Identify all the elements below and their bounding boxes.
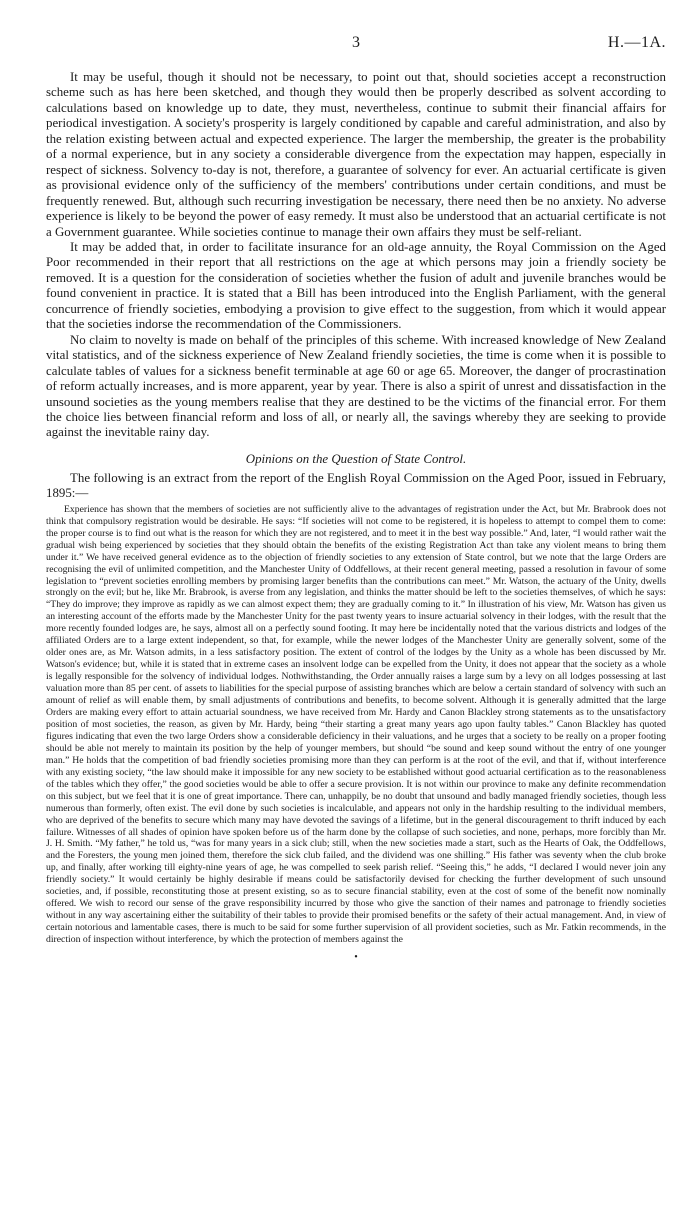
document-page	[46, 34, 666, 963]
paragraph-intro: The following is an extract from the report of the English Royal Commission on the Aged Poor, issued in February, 1895:—	[46, 470, 666, 501]
document-body	[46, 70, 666, 963]
section-heading: Opinions on the Question of State Control.	[245, 451, 467, 466]
paragraph-old-age-annuity: It may be added that, in order to facilitate insurance for an old-age annuity, the Royal Commission on the Aged Poor recommended in their report that all restrictions on the age at which persons may join a friendly society be removed. It is a question for the consideration of societies whether the fusion of adult and juvenile branches would be found convenient in practice. It is stated that a Bill has been introduced into the English Parliament, with the general concurrence of friendly societies, embodying a provision to give effect to the suggestion, from which it would appear that the societies indorse the recommendation of the Commissioners.	[46, 239, 666, 332]
paragraph-reconstruction: It may be useful, though it should not be necessary, to point out that, should societies accept a reconstruction scheme such as has here been sketched, and though they would then be properly described as solvent according to calculations based on knowledge up to date, they must, nevertheless, continue to submit their financial affairs for periodical investigation. A society's prosperity is largely conditioned by capable and careful administration, and also by the relation existing between actual and expected experience. The larger the membership, the greater is the probability of a normal experience, but in any society a considerable divergence from the expectation may happen, especially in respect of sickness. Solvency to-day is not, therefore, a guarantee of solvency for ever. An actuarial certificate is given as provisional evidence only of the sufficiency of the members' contributions under certain conditions, and must be frequently renewed. But, although such recurring investigation be necessary, there need then be no anxiety. No adverse experience is likely to be beyond the power of easy remedy. It must also be understood that an actuarial certificate is not a Government guarantee. While societies continue to manage their own affairs they must be self-reliant.	[46, 70, 666, 239]
paragraph-no-novelty: No claim to novelty is made on behalf of the principles of this scheme. With increased knowledge of New Zealand vital statistics, and of the sickness experience of New Zealand friendly societies, the time is come when it is possible to calculate tables of values for a sickness benefit terminable at age 60 or age 65. Moreover, the danger of procrastination of reform actually increases, and is more apparent, year by year. There is also a spirit of unrest and dissatisfaction in the unsound societies as the young members realise that they are destined to be the victims of the financial error. For them the choice lies between financial reform and loss of all, or nearly all, the savings whereby they are seeking to provide against the inevitable rainy day.	[46, 332, 666, 440]
quoted-extract: Experience has shown that the members of societies are not sufficiently alive to the advantages of registration under the Act, but Mr. Brabrook does not think that compulsory registration would be desirable. He says: “If societies will not come to be registered, it is hopeless to attempt to compel them to come: the proper course is to find out what is the reason for which they are not registered, and to meet it in the best way possible.” And, later, “I would rather wait the gradual wish being experienced by societies that they should obtain the benefits of the existing Registration Act than take any violent means to bring them under it.” We have received general evidence as to the objection of friendly societies to any extension of State control, but we note that the large Orders are recognising the evil of unlimited competition, and the Manchester Unity of Oddfellows, at their recent general meeting, passed a resolution in favour of some legislation to “prevent societies enrolling members by promising larger benefits than the contributions can meet.” Mr. Watson, the actuary of the Unity, dwells strongly on the evil; but he, like Mr. Brabrook, is averse from any legislation, and thinks the matter should be left to the societies themselves, of which he says: “They do improve; they improve as rapidly as we can almost expect them; they are gradually coming to it.” In illustration of his view, Mr. Watson has given us an interesting account of the efforts made by the Manchester Unity for the past twenty years to insure actuarial solvency in their lodges, with the result that the more recently founded lodges are, he says, almost all on a perfectly sound footing. It may here be incidentally noted that the various districts and lodges of the affiliated Orders are to a large extent independent, so that, for example, while the newer lodges of the Manchester Unity are generally solvent, some of the older ones are, as Mr. Watson admits, in a less satisfactory position. The extent of control of the lodges by the Unity as a whole has been discussed by Mr. Watson's evidence; but, while it is stated that in extreme cases an insolvent lodge can be expelled from the Unity, it does not appear that the society as a whole is legally responsible for the solvency of individual lodges. Nothwithstanding, the Order annually raises a large sum by a levy on all lodges possessing at last valuation more than 85 per cent. of assets to liabilities for the special purpose of assisting branches which are below a certain standard of solvency with such an amount of relief as will enable them, by small adjustments of contributions and benefits, to become solvent. Although it is generally admitted that the large Orders are making every effort to attain actuarial soundness, we have received from Mr. Hardy and Canon Blackley strong statements as to the unsatisfactory position of most societies, the reason, as given by Mr. Hardy, being “their starting a great many years ago upon faulty tables.” Canon Blackley has quoted figures indicating that even the two large Orders show a considerable deficiency in their valuations, and he urges that a society to be really on a proper footing should be able not merely to maintain its position by the help of younger members, but should “be sound and keep sound without the entry of one younger man.” He holds that the competition of bad friendly societies promising more than they can perform is at the root of the evil, and that if, without interference with any existing society, “the law should make it impossible for any new society to be established without good actuarial certification as to the reasonableness of the tables which they offer,” the good societies would be able to offer a secure provision. It is not within our province to make any definite recommendation on this subject, but we feel that it is one of great importance. There can, unhappily, be no doubt that unsound and badly managed friendly societies, though less numerous than formerly, often exist. The evil done by such societies is incalculable, and appears not only in the hardship resulting to the individual members, who are deprived of the benefits to secure which many may have devoted the savings of a lifetime, but in the general discouragement to thrift induced by each failure. Witnesses of all shades of opinion have spoken before us of the harm done by the collapse of such societies, and none, perhaps, more forcibly than Mr. J. H. Smith. “My father,” he told us, “was for many years in a sick club; still, when the new societies made a start, such as the Hearts of Oak, the Oddfellows, and the Foresters, the young men joined them, therefore the sick club failed, and the dividend was one shilling.” His father was seventy when the club broke up, and finally, after working till eighty-nine years of age, he was compelled to seek parish relief. “Seeing this,” he adds, “I declared I would never join any friendly society.” It would certainly be highly desirable if means could be satisfactorily devised for checking the further development of such unsound societies, and, if possible, reconstituting those at present existing, so as to secure financial stability, even at the cost of some of the benefit now nominally offered. We wish to record our sense of the grave responsibility incurred by those who give the sanction of their names and patronage to friendly societies without in any way ascertaining either the suitability of their tables to provide their promised benefits or the safety of their actual management. And, in view of certain notorious and lamentable cases, there is much to be said for some further supervision of all provident societies, such as Mr. Fatkin recommends, in the direction of inspection without interference, by which the protection of members against the	[46, 503, 666, 946]
page-header	[46, 34, 666, 56]
document-reference: H.—1A.	[607, 34, 666, 51]
page-number: 3	[352, 34, 360, 51]
footer-mark: •	[354, 952, 358, 964]
